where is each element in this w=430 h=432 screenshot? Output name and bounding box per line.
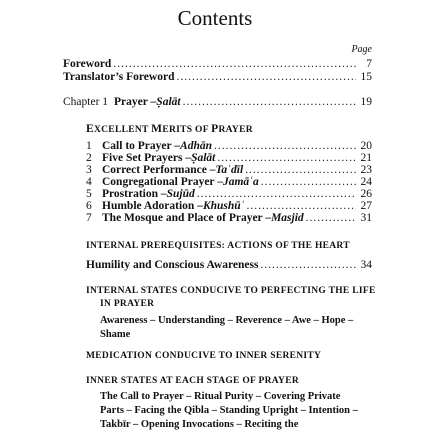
entry-number: 1 <box>86 140 92 152</box>
entry-page: 7 <box>366 58 372 70</box>
section-heading-internal-states-cont: IN PRAYER <box>100 299 155 309</box>
toc-entry-merit-1[interactable] <box>86 140 372 152</box>
entry-label-arabic: Jamāʿa <box>222 176 259 188</box>
leader-dots <box>306 212 356 224</box>
toc-entry-humility[interactable] <box>86 259 372 271</box>
entry-label: Humble Adoration – <box>102 200 203 212</box>
leader-dots <box>245 164 356 176</box>
toc-entry-merit-7[interactable] <box>86 212 372 224</box>
entry-page: 24 <box>360 176 372 188</box>
page-column-header: Page <box>351 44 372 55</box>
entry-page: 20 <box>360 140 372 152</box>
entry-label-arabic: Taʿdīl <box>215 164 244 176</box>
entry-label: Five Set Prayers – <box>102 152 192 164</box>
entry-label-arabic: Ṣalāt <box>191 152 216 164</box>
entry-label-arabic: Sujūd <box>166 188 195 200</box>
leader-dots <box>247 200 356 212</box>
entry-label: Humility and Conscious Awareness <box>86 259 259 271</box>
toc-entry-merit-5[interactable] <box>86 188 372 200</box>
leader-dots <box>217 152 356 164</box>
entry-number: 2 <box>86 152 92 164</box>
entry-label-arabic: Khushūʿ <box>202 200 245 212</box>
leader-dots <box>113 58 356 70</box>
entry-page: 34 <box>360 259 372 271</box>
topics-paragraph-awareness: Awareness – Understanding – Reverence – Awe – Hope – Shame <box>100 315 354 340</box>
toc-entry-merit-6[interactable] <box>86 200 372 212</box>
page-title: Contents <box>177 6 253 30</box>
entry-page: 26 <box>360 188 372 200</box>
toc-entry-chapter-1[interactable] <box>63 96 372 108</box>
entry-page: 27 <box>360 200 372 212</box>
entry-label: Correct Performance – <box>102 164 216 176</box>
leader-dots <box>197 188 356 200</box>
entry-number: 3 <box>86 164 92 176</box>
entry-page: 31 <box>360 212 372 224</box>
leader-dots <box>260 259 356 271</box>
section-heading-medication: MEDICATION CONDUCIVE TO INNER SERENITY <box>86 351 322 361</box>
chapter-number: Chapter 1 <box>63 96 109 108</box>
chapter-title-arabic: Ṣalāt <box>156 96 181 108</box>
leader-dots <box>176 71 356 83</box>
entry-label: Call to Prayer – <box>102 140 181 152</box>
entry-page: 21 <box>360 152 372 164</box>
entry-page: 19 <box>360 96 372 108</box>
entry-label: Prostration – <box>102 188 167 200</box>
section-heading-inner-states: INNER STATES AT EACH STAGE OF PRAYER <box>86 376 299 386</box>
topics-paragraph-call-to-prayer: The Call to Prayer – Ritual Purity – Covering Private Parts – Facing the Qibla – Standing Upright – Intention – Takbīr – Opening Invocations – Reciting the <box>100 391 358 430</box>
entry-number: 5 <box>86 188 92 200</box>
toc-entry-merit-2[interactable] <box>86 152 372 164</box>
entry-label: Congregational Prayer – <box>102 176 223 188</box>
leader-dots <box>261 176 356 188</box>
entry-number: 6 <box>86 200 92 212</box>
entry-number: 7 <box>86 212 92 224</box>
section-heading-internal-prerequisites: INTERNAL PREREQUISITES: ACTIONS OF THE HEART <box>86 241 350 251</box>
section-heading-excellent-merits: EXCELLENT MERITS OF PRAYER <box>86 123 253 135</box>
toc-entry-merit-4[interactable] <box>86 176 372 188</box>
leader-dots <box>183 96 356 108</box>
entry-page: 23 <box>360 164 372 176</box>
toc-entry-foreword[interactable] <box>63 58 372 70</box>
chapter-title: Prayer – <box>114 96 157 108</box>
entry-number: 4 <box>86 176 92 188</box>
entry-label: Translator’s Foreword <box>63 71 175 83</box>
section-heading-internal-states: INTERNAL STATES CONDUCIVE TO PERFECTING THE LIFE <box>86 286 376 296</box>
entry-label: The Mosque and Place of Prayer – <box>102 212 272 224</box>
toc-entry-translators-foreword[interactable] <box>63 71 372 83</box>
toc-entry-merit-3[interactable] <box>86 164 372 176</box>
leader-dots <box>214 140 356 152</box>
entry-label-arabic: Masjid <box>271 212 304 224</box>
entry-page: 15 <box>360 71 372 83</box>
entry-label-arabic: Adhān <box>180 140 212 152</box>
entry-label: Foreword <box>63 58 112 70</box>
